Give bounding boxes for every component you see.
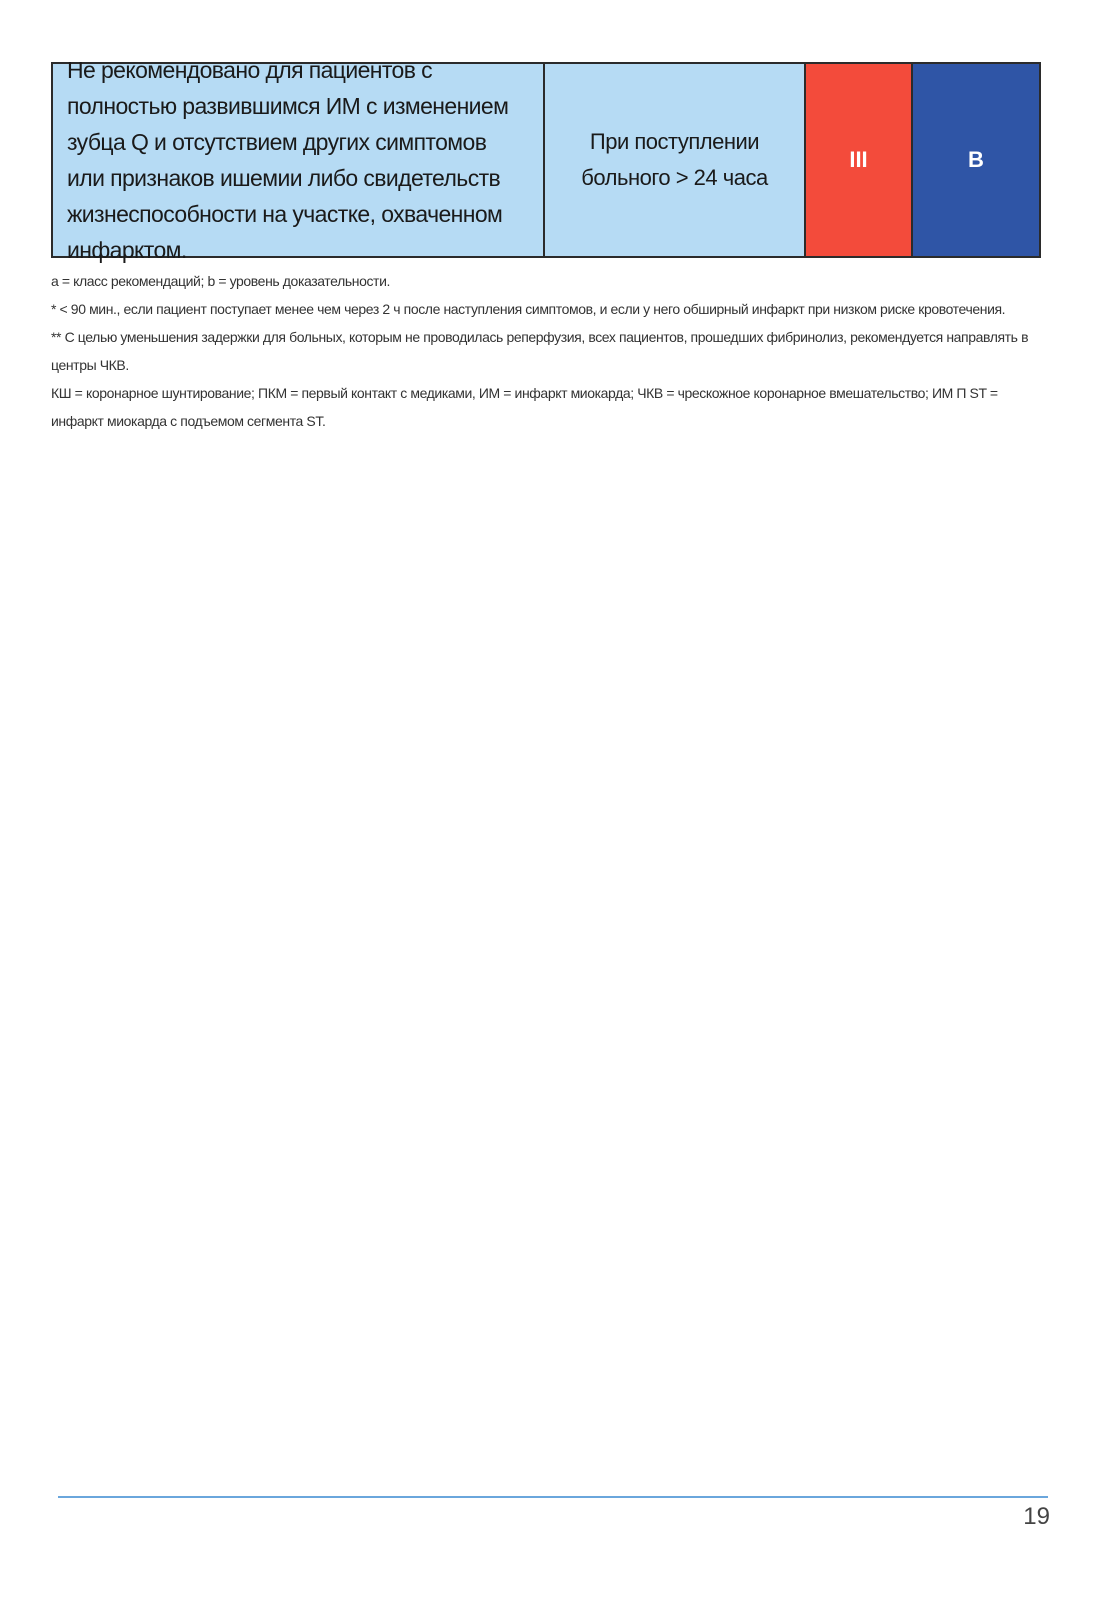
footnote-asterisk: * < 90 мин., если пациент поступает менее чем через 2 ч после наступления симптомов, и если у него обширный инфаркт при низком риске кровотечения. xyxy=(51,301,1006,317)
evidence-level: B xyxy=(968,147,984,172)
timing-text: При поступлении больного > 24 часа xyxy=(581,129,768,190)
footnote-double-asterisk: ** С целью уменьшения задержки для больных, которым не проводилась реперфузия, всех пациентов, прошедших фибринолиз, рекомендуется направлять в центры ЧКВ. xyxy=(51,329,1029,373)
timing-cell xyxy=(545,64,806,256)
footnote-abbreviations: КШ = коронарное шунтирование; ПКМ = первый контакт с медиками, ИМ = инфаркт миокарда; ЧКВ = чрескожное коронарное вмешательство; ИМ П ST = инфаркт миокарда с подъемом сегмента ST. xyxy=(51,385,998,429)
recommendation-class: III xyxy=(849,147,868,172)
footnote-legend: a = класс рекомендаций; b = уровень доказательности. xyxy=(51,273,390,289)
page-number: 19 xyxy=(1023,1503,1050,1530)
evidence-level-cell xyxy=(913,64,1039,256)
recommendation-text: Не рекомендовано для пациентов с полностью развившимся ИМ с изменением зубца Q и отсутствием других симптомов или признаков ишемии либо свидетельств жизнеспособности на участке, охваченном инфарктом. xyxy=(67,57,509,263)
recommendation-text-cell xyxy=(53,57,545,263)
footer-divider xyxy=(58,1496,1048,1498)
table-footnotes xyxy=(51,267,1051,435)
recommendation-class-cell xyxy=(806,64,913,256)
recommendation-table-row xyxy=(51,57,1041,263)
